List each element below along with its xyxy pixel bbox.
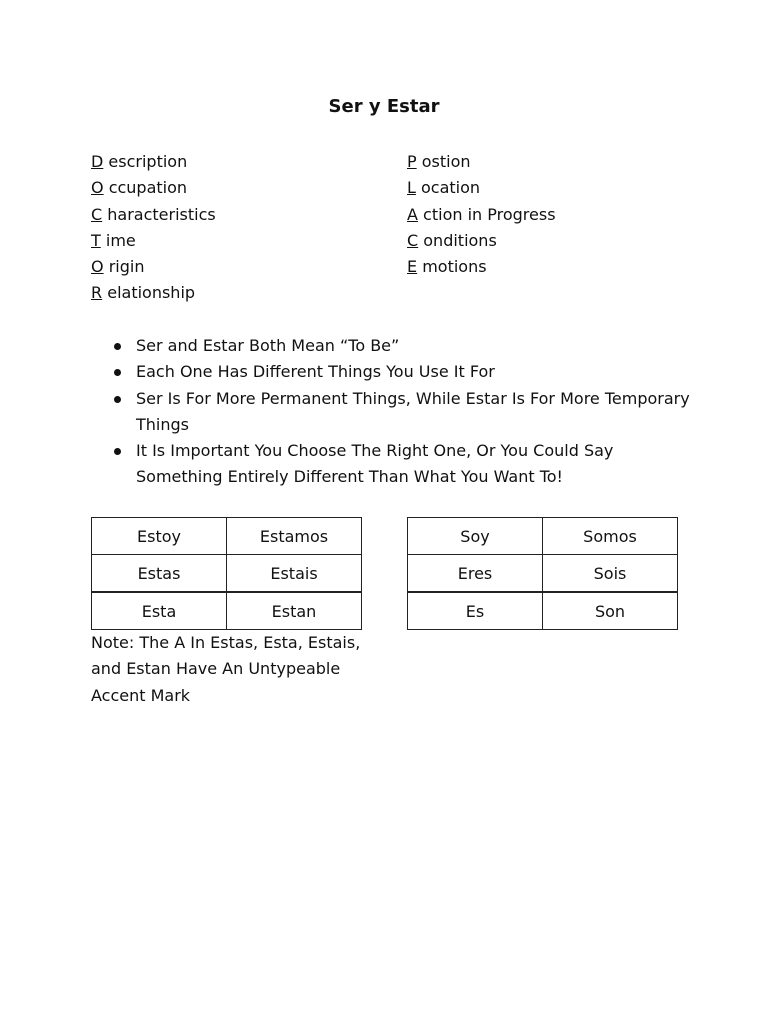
mnemonic-rest: ction in Progress — [423, 204, 556, 224]
bullet-dot-icon — [114, 369, 121, 376]
bullet-item — [91, 438, 691, 491]
table-row — [92, 592, 362, 630]
bullet-dot-icon — [114, 396, 121, 403]
ser-mnemonic-item — [91, 175, 216, 201]
table-cell: Es — [408, 592, 543, 630]
estar-mnemonic-item — [407, 228, 556, 254]
mnemonic-rest: elationship — [107, 283, 196, 303]
mnemonic-rest: ocation — [421, 178, 481, 198]
bullet-item — [91, 386, 691, 439]
table-cell: Estoy — [92, 518, 227, 555]
bullet-text: Ser Is For More Permanent Things, While Estar Is For More Temporary Things — [136, 388, 690, 434]
ser-mnemonic-item — [91, 280, 216, 306]
mnemonic-initial: A — [407, 204, 418, 224]
ser-mnemonic-item — [91, 149, 216, 175]
bullet-list — [91, 333, 691, 491]
table-cell: Estas — [92, 555, 227, 593]
ser-mnemonic-item — [91, 228, 216, 254]
bullet-text: Each One Has Different Things You Use It For — [136, 362, 495, 382]
mnemonic-rest: ccupation — [108, 178, 188, 198]
mnemonic-initial: R — [91, 283, 103, 303]
ser-mnemonic-item — [91, 202, 216, 228]
estar-mnemonic-list — [407, 149, 556, 280]
mnemonic-initial: C — [407, 230, 419, 250]
table-row — [92, 518, 362, 555]
mnemonic-rest: motions — [422, 257, 487, 277]
mnemonic-initial: O — [91, 178, 104, 198]
mnemonic-rest: ime — [105, 230, 136, 250]
mnemonic-rest: haracteristics — [107, 204, 216, 224]
estar-mnemonic-item — [407, 202, 556, 228]
mnemonic-rest: onditions — [423, 230, 497, 250]
bullet-text: It Is Important You Choose The Right One, Or You Could Say Something Entirely Different Than What You Want To! — [136, 441, 614, 487]
table-cell: Estan — [227, 592, 362, 630]
table-cell: Soy — [408, 518, 543, 555]
table-row — [92, 555, 362, 593]
bullet-dot-icon — [114, 448, 121, 455]
table-cell: Esta — [92, 592, 227, 630]
mnemonic-initial: C — [91, 204, 103, 224]
mnemonic-rest: ostion — [421, 152, 471, 171]
table-cell: Estamos — [227, 518, 362, 555]
table-cell: Son — [543, 592, 678, 630]
bullet-text: Ser and Estar Both Mean “To Be” — [136, 336, 400, 355]
ser-mnemonic-item — [91, 254, 216, 280]
table-cell: Sois — [543, 555, 678, 593]
estar-mnemonic-item — [407, 254, 556, 280]
page-title: Ser y Estar — [328, 96, 440, 117]
table-cell: Somos — [543, 518, 678, 555]
estar-mnemonic-item — [407, 149, 556, 175]
estar-mnemonic-item — [407, 175, 556, 201]
table-row — [408, 555, 678, 593]
accent-note: Note: The A In Estas, Esta, Estais, and Estan Have An Untypeable Accent Mark — [91, 633, 361, 705]
mnemonic-rest: rigin — [108, 257, 145, 277]
bullet-item — [91, 333, 691, 359]
mnemonic-rest: escription — [108, 152, 188, 171]
bullet-dot-icon — [114, 343, 121, 350]
table-cell: Estais — [227, 555, 362, 593]
table-row — [408, 592, 678, 630]
mnemonic-initial: E — [407, 257, 418, 277]
mnemonic-initial: L — [407, 178, 416, 198]
mnemonic-initial: O — [91, 257, 104, 277]
estar-conjugation-table — [91, 517, 362, 630]
mnemonic-initial: T — [91, 230, 101, 250]
ser-mnemonic-list — [91, 149, 216, 307]
table-row — [408, 518, 678, 555]
ser-conjugation-table — [407, 517, 678, 630]
mnemonic-initial: D — [91, 152, 104, 171]
bullet-item — [91, 359, 691, 385]
mnemonic-initial: P — [407, 152, 417, 171]
table-cell: Eres — [408, 555, 543, 593]
